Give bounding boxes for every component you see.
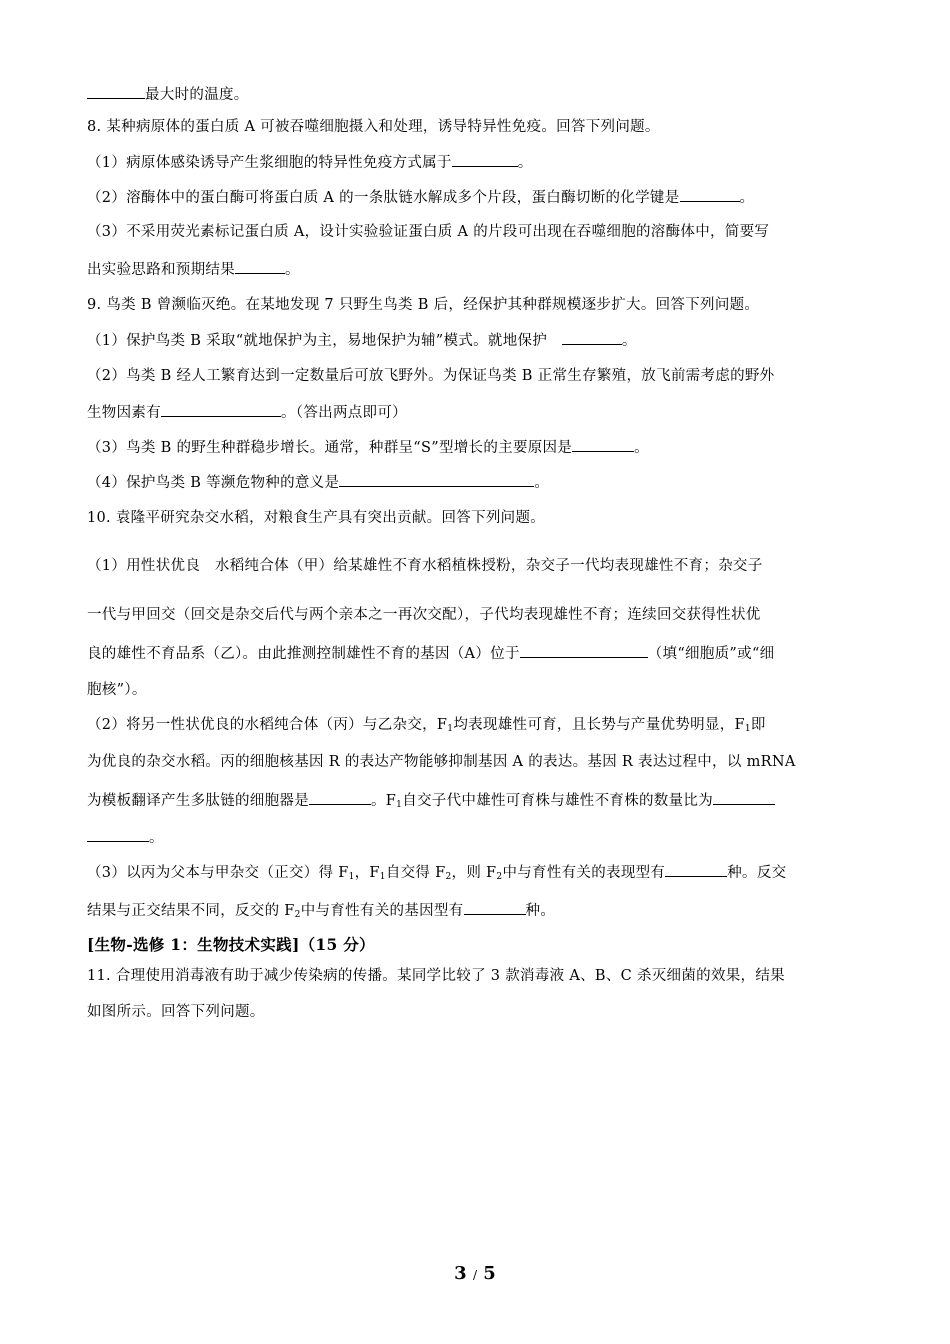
text: 中与育性有关的表现型有: [502, 865, 666, 881]
question-10-part-2-cont: [87, 827, 164, 848]
answer-blank: [665, 862, 727, 877]
question-10-part-1-cont: 一代与甲回交（回交是杂交后代与两个亲本之一再次交配），子代均表现雄性不育；连续回交获得性状优: [87, 607, 761, 623]
answer-blank: [680, 187, 740, 202]
answer-blank: [713, 790, 775, 805]
question-9-part-2-cont: [87, 402, 407, 423]
text: （3）鸟类 B 的野生种群稳步增长。通常，种群呈“S”型增长的主要原因是: [87, 440, 573, 456]
text: （4）保护鸟类 B 等濒危物种的意义是: [87, 475, 340, 491]
answer-blank: [452, 152, 518, 167]
text: 。: [634, 440, 649, 456]
section-header: [生物-选修 1：生物技术实践]（15 分）: [87, 935, 375, 954]
text: 为模板翻译产生多肽链的细胞器是: [87, 793, 309, 809]
question-10-part-2: [87, 715, 766, 739]
page-separator: /: [472, 1268, 478, 1282]
answer-blank: [562, 330, 622, 345]
subscript: 1: [447, 724, 454, 734]
question-10-part-1-cont: [87, 643, 774, 664]
subscript: 2: [496, 872, 503, 882]
question-9-part-3: [87, 437, 649, 458]
subscript: 1: [396, 800, 403, 810]
answer-blank: [309, 790, 371, 805]
question-8-part-3: （3）不采用荧光素标记蛋白质 A，设计实验验证蛋白质 A 的片段可出现在吞噬细胞的溶酶体中，简要写: [87, 224, 770, 240]
text: 即: [750, 717, 766, 733]
text: ，则 F: [451, 865, 497, 881]
subscript: 2: [294, 910, 301, 920]
question-10-stem: 10. 袁隆平研究杂交水稻，对粮食生产具有突出贡献。回答下列问题。: [87, 510, 546, 526]
subscript: 1: [379, 872, 386, 882]
answer-blank: [235, 259, 285, 274]
subscript: 1: [348, 872, 355, 882]
text: 出实验思路和预期结果: [87, 262, 235, 278]
text: 。: [149, 830, 164, 846]
text-line: [87, 84, 249, 105]
question-10-part-3: [87, 862, 786, 887]
text: 。: [285, 262, 300, 278]
text: 自交子代中雄性可育株与雄性不育株的数量比为: [402, 793, 714, 809]
text: 。（答出两点即可）: [281, 405, 407, 421]
text: 种。: [525, 903, 556, 919]
text: 。: [534, 475, 550, 491]
text: 种。反交: [727, 865, 787, 881]
question-11-stem-cont: 如图所示。回答下列问题。: [87, 1004, 265, 1020]
text: 均表现雄性可育，且长势与产量优势明显，F: [453, 717, 745, 733]
answer-blank: [520, 643, 648, 658]
text: 自交得 F: [385, 865, 446, 881]
answer-blank: [87, 827, 149, 842]
question-9-stem: 9. 鸟类 B 曾濒临灭绝。在某地发现 7 只野生鸟类 B 后，经保护其种群规模逐步扩大。回答下列问题。: [87, 297, 760, 313]
question-8-part-1: [87, 152, 533, 173]
text: （1）保护鸟类 B 采取“就地保护为主，易地保护为辅”模式。就地保护: [87, 333, 562, 349]
answer-blank: [87, 84, 145, 99]
text: 结果与正交结果不同，反交的 F: [87, 903, 295, 919]
subscript: 2: [445, 872, 452, 882]
text: 。: [621, 333, 637, 349]
question-10-part-3-cont: [87, 900, 555, 925]
page-current: 3: [454, 1263, 467, 1284]
question-10-part-1-cont: 胞核”）。: [87, 682, 147, 698]
answer-blank: [161, 402, 281, 417]
question-8-part-2: [87, 187, 754, 208]
question-8-part-3-cont: [87, 259, 300, 280]
text: （1）病原体感染诱导产生浆细胞的特异性免疫方式属于: [87, 155, 452, 171]
text: （2）溶酶体中的蛋白酶可将蛋白质 A 的一条肽链水解成多个片段，蛋白酶切断的化学键是: [87, 190, 680, 206]
question-9-part-1: [87, 330, 637, 351]
page-total: 5: [483, 1263, 496, 1284]
text: 最大时的温度。: [145, 87, 249, 103]
text: （3）以丙为父本与甲杂交（正交）得 F: [87, 865, 349, 881]
text: （2）将另一性状优良的水稻纯合体（丙）与乙杂交，F: [87, 717, 448, 733]
text: 生物因素有: [87, 405, 161, 421]
text: 。: [517, 155, 533, 171]
question-10-part-2-cont: 为优良的杂交水稻。丙的细胞核基因 R 的表达产物能够抑制基因 A 的表达。基因 R 表达过程中，以 mRNA: [87, 754, 796, 770]
answer-blank: [464, 900, 526, 915]
page-number: [0, 1263, 950, 1284]
question-11-stem: 11. 合理使用消毒液有助于减少传染病的传播。某同学比较了 3 款消毒液 A、B、C 杀灭细菌的效果，结果: [87, 968, 785, 984]
question-10-part-1: （1）用性状优良 水稻纯合体（甲）给某雄性不育水稻植株授粉，杂交子一代均表现雄性不育；杂交子: [87, 558, 763, 574]
text: 。F: [371, 793, 397, 809]
question-9-part-4: [87, 472, 549, 493]
text: 中与育性有关的基因型有: [300, 903, 464, 919]
subscript: 1: [744, 724, 751, 734]
text: ，F: [354, 865, 380, 881]
question-8-stem: 8. 某种病原体的蛋白质 A 可被吞噬细胞摄入和处理，诱导特异性免疫。回答下列问题。: [87, 119, 660, 135]
text: 。: [739, 190, 755, 206]
question-10-part-2-cont: [87, 790, 775, 815]
answer-blank: [339, 472, 534, 487]
answer-blank: [572, 437, 634, 452]
text: （填“细胞质”或“细: [647, 646, 775, 662]
text: 良的雄性不育品系（乙）。由此推测控制雄性不育的基因（A）位于: [87, 646, 520, 662]
question-9-part-2: （2）鸟类 B 经人工繁育达到一定数量后可放飞野外。为保证鸟类 B 正常生存繁殖，放飞前需考虑的野外: [87, 368, 775, 384]
